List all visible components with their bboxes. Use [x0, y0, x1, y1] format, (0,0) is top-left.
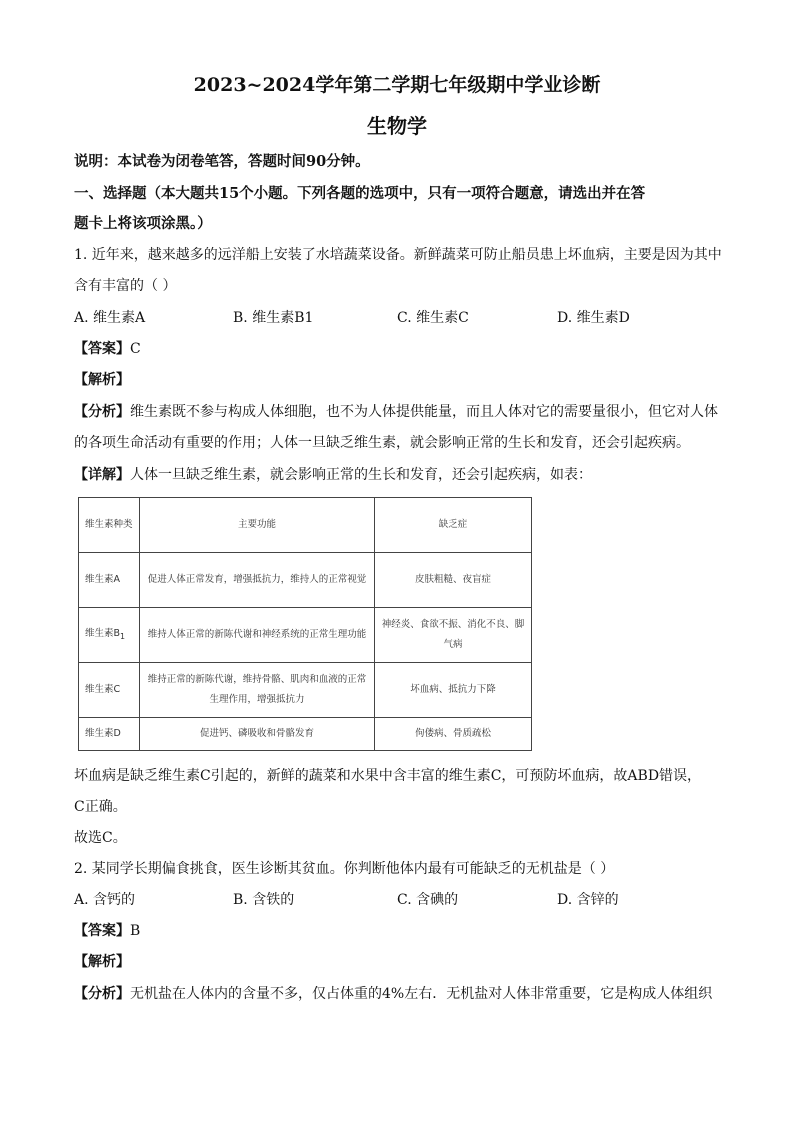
answer-value: B	[130, 923, 141, 939]
q1-xiangjie	[74, 464, 592, 484]
table-cell: 促进人体正常发育，增强抵抗力，维持人的正常视觉	[140, 553, 375, 608]
q1-analysis-tag	[74, 369, 130, 389]
table-row	[79, 663, 532, 718]
table-cell: 佝偻病、骨质疏松	[375, 718, 532, 751]
table-cell: 神经炎、食欲不振、消化不良、脚气病	[375, 608, 532, 663]
q1-option-b: B. 维生素B1	[233, 310, 314, 326]
table-cell: 促进钙、磷吸收和骨骼发育	[140, 718, 375, 751]
table-cell-text: 维生素B	[85, 627, 121, 639]
table-cell: 坏血病、抵抗力下降	[375, 663, 532, 718]
q1-fenxi-line2: 的各项生命活动有重要的作用；人体一旦缺乏维生素，就会影响正常的生长和发育，还会引起疾病。	[74, 435, 690, 451]
xiangjie-text: 人体一旦缺乏维生素，就会影响正常的生长和发育，还会引起疾病，如表：	[130, 467, 592, 483]
subscript: 1	[120, 631, 126, 641]
analysis-tag: 【解析】	[74, 372, 130, 388]
q1-option-c: C. 维生素C	[397, 310, 469, 326]
table-header-cell: 主要功能	[140, 498, 375, 553]
answer-tag: 【答案】	[74, 341, 130, 357]
q2-stem: 2. 某同学长期偏食挑食，医生诊断其贫血。你判断他体内最有可能缺乏的无机盐是（ ）	[74, 861, 615, 877]
table-row	[79, 608, 532, 663]
section-heading-line2: 题卡上将该项涂黑。）	[74, 215, 212, 232]
analysis-tag: 【解析】	[74, 954, 130, 970]
q2-option-c: C. 含碘的	[397, 892, 459, 908]
instructions: 说明：本试卷为闭卷笔答，答题时间90分钟。	[74, 153, 370, 170]
answer-value: C	[130, 341, 141, 357]
q1-conclusion-line1: 坏血病是缺乏维生素C引起的，新鲜的蔬菜和水果中含丰富的维生素C，可预防坏血病，故ABD错误，	[74, 768, 702, 784]
exam-title: 2023~2024学年第二学期七年级期中学业诊断	[193, 74, 601, 96]
q1-option-d: D. 维生素D	[557, 310, 630, 326]
table-row	[79, 718, 532, 751]
section-heading-line1: 一、选择题（本大题共15个小题。下列各题的选项中，只有一项符合题意，请选出并在答	[74, 185, 646, 202]
table-cell: 维生素D	[79, 718, 140, 751]
table-cell: 皮肤粗糙、夜盲症	[375, 553, 532, 608]
fenxi-tag: 【分析】	[74, 986, 130, 1002]
q1-fenxi-line1	[74, 401, 718, 421]
table-header-row	[79, 498, 532, 553]
table-cell: 维生素A	[79, 553, 140, 608]
answer-tag: 【答案】	[74, 923, 130, 939]
table-header-cell: 缺乏症	[375, 498, 532, 553]
table-header-cell: 维生素种类	[79, 498, 140, 553]
q1-final: 故选C。	[74, 830, 127, 846]
q1-option-a: A. 维生素A	[74, 310, 146, 326]
q1-stem-line2: 含有丰富的（ ）	[74, 278, 177, 294]
q2-option-a: A. 含钙的	[74, 892, 136, 908]
xiangjie-tag: 【详解】	[74, 467, 130, 483]
table-cell: 维持正常的新陈代谢，维持骨骼、肌肉和血液的正常生理作用，增强抵抗力	[140, 663, 375, 718]
q2-analysis-tag	[74, 951, 130, 971]
table-cell	[79, 608, 140, 663]
subject-title: 生物学	[367, 114, 427, 138]
table-cell: 维生素C	[79, 663, 140, 718]
q1-stem-line1: 1. 近年来，越来越多的远洋船上安装了水培蔬菜设备。新鲜蔬菜可防止船员患上坏血病，主要是因为其中	[74, 247, 722, 263]
q2-option-b: B. 含铁的	[233, 892, 295, 908]
q1-conclusion-line2: C正确。	[74, 799, 127, 815]
table-cell: 维持人体正常的新陈代谢和神经系统的正常生理功能	[140, 608, 375, 663]
table-row	[79, 553, 532, 608]
q1-answer	[74, 338, 141, 358]
fenxi-tag: 【分析】	[74, 404, 130, 420]
q2-fenxi-line1	[74, 983, 712, 1003]
q2-answer	[74, 920, 140, 940]
q2-option-d: D. 含锌的	[557, 892, 619, 908]
fenxi-text: 无机盐在人体内的含量不多，仅占体重的4%左右．无机盐对人体非常重要，它是构成人体组织	[130, 986, 713, 1002]
fenxi-text: 维生素既不参与构成人体细胞，也不为人体提供能量，而且人体对它的需要量很小，但它对人体	[130, 404, 718, 420]
vitamin-table	[78, 497, 532, 751]
